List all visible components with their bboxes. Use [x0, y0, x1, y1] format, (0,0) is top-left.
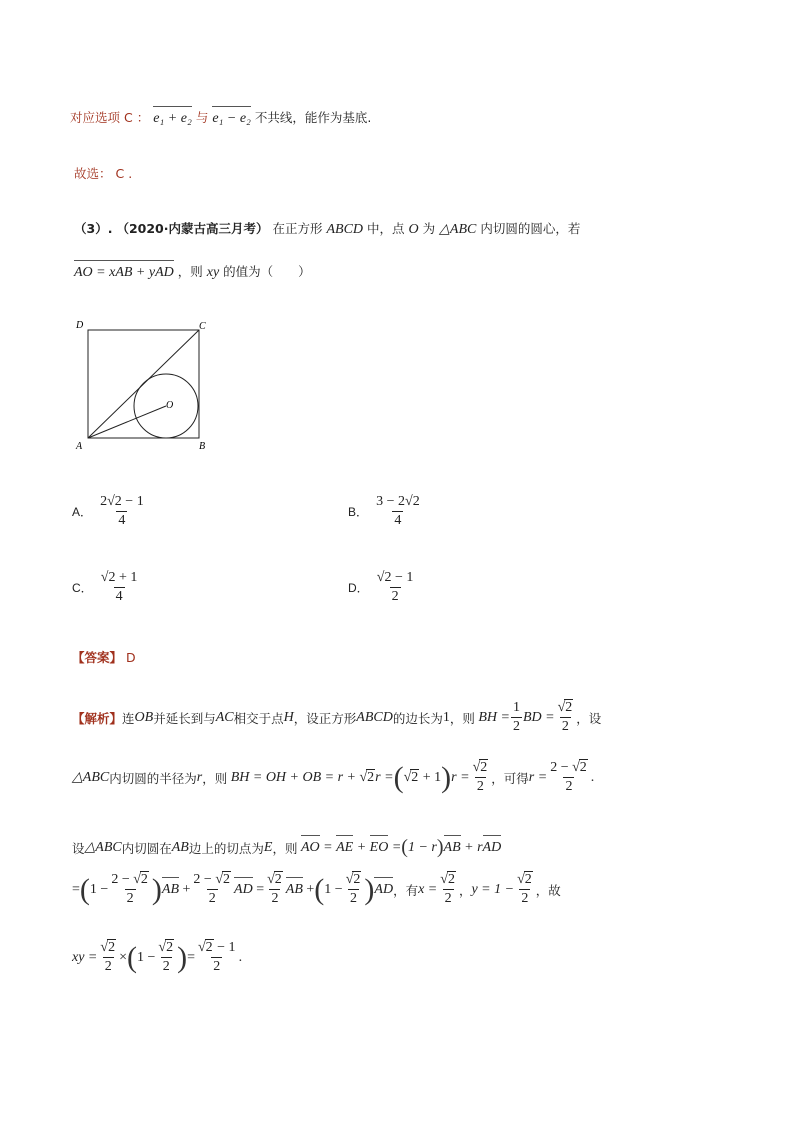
- vector-ab: AB: [285, 881, 303, 897]
- x-equals: x =: [418, 881, 438, 897]
- fraction-2-minus-sqrt2-over-2: $\frac{2 - √2}{2}$: [550, 760, 587, 794]
- option-c-label: C．: [72, 581, 93, 595]
- problem-number: （3）.: [74, 221, 113, 236]
- paren-open: (: [314, 872, 325, 906]
- option-d: [348, 570, 416, 605]
- label-d: D: [76, 320, 84, 331]
- one-minus-r: 1 − r: [407, 839, 437, 855]
- option-b-numerator: 3 − 2√2: [376, 494, 420, 509]
- paren-close: ): [441, 760, 452, 794]
- fraction-2-minus-sqrt2-over-2: $\frac{2 - √2}{2}$: [111, 872, 148, 906]
- sqrt2-plus-1: √2 + 1: [403, 769, 442, 785]
- analysis-line-3: [72, 836, 501, 859]
- radius-r: r: [196, 769, 203, 785]
- fraction-sqrt2-over-2: $\frac{√2}{2}$: [267, 872, 282, 906]
- fraction-sqrt2-over-2: $\frac{√2}{2}$: [440, 872, 455, 906]
- segment-ob: OB: [134, 709, 154, 725]
- option-a: [72, 494, 147, 529]
- triangle-abc: △ABC: [84, 840, 122, 855]
- vector-ab: AB: [161, 881, 180, 897]
- analysis-text: 并延长到与: [153, 710, 216, 726]
- analysis-text: ，则: [449, 710, 475, 726]
- equals: =: [187, 949, 195, 965]
- option-c-numerator: √2 + 1: [100, 570, 138, 585]
- conclusion-end: .: [128, 166, 133, 181]
- answer-value: D: [126, 650, 136, 665]
- analysis-text: 内切圆的半径为: [109, 770, 197, 786]
- vector-expression-sum: e₁ + e₂: [153, 111, 192, 126]
- analysis-line-2: [72, 760, 594, 795]
- vector-equation: AO = xAB + yAD: [74, 265, 174, 280]
- fraction-sqrt2-over-2: $\frac{√2}{2}$: [557, 700, 573, 734]
- paren-close: ): [436, 836, 444, 858]
- conjunction: 与: [195, 110, 209, 125]
- option-c-denominator: 4: [115, 589, 123, 604]
- plus: +: [302, 881, 315, 897]
- problem-text-f: 的值为（ ）: [223, 264, 311, 279]
- segment-ab: AB: [171, 839, 189, 855]
- option-a-label: A．: [72, 505, 93, 519]
- point-h: H: [283, 709, 294, 725]
- vector-expression-diff: e₁ − e₂: [212, 111, 251, 126]
- paren-open: (: [393, 760, 404, 794]
- problem-text-c: 为: [422, 221, 436, 236]
- analysis-text: ，: [458, 882, 472, 898]
- side-length: 1: [442, 709, 450, 725]
- analysis-text: 相交于点: [233, 710, 284, 726]
- paren-open: (: [79, 872, 90, 906]
- option-d-numerator: √2 − 1: [376, 570, 414, 585]
- one-minus: 1 −: [136, 949, 156, 965]
- label-b: B: [199, 441, 206, 452]
- triangle-name: △ABC: [439, 222, 477, 237]
- one-minus: 1 −: [324, 881, 343, 897]
- analysis-text: 的边长为: [392, 710, 443, 726]
- segment-ao: [88, 406, 166, 438]
- problem-line-2: [74, 262, 311, 281]
- xy-product: xy: [206, 265, 220, 280]
- square-abcd-text: ABCD: [356, 709, 393, 725]
- option-c-basis-line: [70, 108, 371, 127]
- vector-decomposition: AO = AE + EO =: [300, 839, 402, 855]
- vector-ab-ad: AB + rAD: [443, 839, 502, 855]
- analysis-text: 连: [122, 710, 135, 726]
- analysis-tag: 【解析】: [72, 710, 123, 726]
- analysis-text: ，可得: [491, 770, 529, 786]
- analysis-text: ，有: [393, 882, 419, 898]
- problem-text-a: 在正方形: [272, 221, 323, 236]
- answer-line: [72, 648, 136, 666]
- analysis-line-1: [72, 700, 601, 735]
- option-a-numerator: 2√2 − 1: [100, 494, 144, 509]
- point-e: E: [263, 839, 273, 855]
- diagonal-ac: [88, 330, 199, 438]
- analysis-text: ，则: [272, 840, 298, 856]
- problem-text-d: 内切圆的圆心，若: [480, 221, 581, 236]
- option-c: [72, 570, 140, 605]
- fraction-sqrt2-over-2: $\frac{√2}{2}$: [158, 940, 174, 974]
- paren-close: ): [364, 872, 375, 906]
- segment-ac: AC: [215, 709, 234, 725]
- problem-line-1: [74, 219, 580, 238]
- answer-tag: 【答案】: [72, 650, 123, 665]
- problem-source: （2020·内蒙古高三月考）: [116, 221, 269, 236]
- option-b-label: B．: [348, 505, 369, 519]
- option-d-label: D．: [348, 581, 369, 595]
- fraction-sqrt2-over-2: $\frac{√2}{2}$: [345, 872, 361, 906]
- option-b: [348, 494, 423, 529]
- analysis-line-5: [72, 940, 242, 975]
- problem-text-b: 中，点: [367, 221, 405, 236]
- square-name: ABCD: [326, 222, 364, 237]
- fraction-2-minus-sqrt2-over-2: $\frac{2 - √2}{2}$: [193, 872, 231, 906]
- period: .: [238, 949, 243, 965]
- point-name: O: [408, 222, 419, 237]
- analysis-text: ，设: [576, 710, 602, 726]
- fraction-sqrt2-over-2: $\frac{√2}{2}$: [517, 872, 532, 906]
- option-a-denominator: 4: [118, 513, 126, 528]
- fraction-half: $\frac{1}{2}$: [512, 700, 520, 734]
- one-minus: 1 −: [89, 881, 109, 897]
- r-equals: r =: [451, 769, 470, 785]
- triangle-abc: △ABC: [72, 770, 110, 785]
- fraction-sqrt2-minus-1-over-2: $\frac{√2 - 1}{2}$: [197, 940, 236, 974]
- paren-open: (: [401, 836, 408, 858]
- problem-text-e: ，则: [177, 264, 203, 279]
- bh-formula: BH =: [474, 709, 510, 725]
- label-c: C: [199, 321, 206, 332]
- square-incircle-figure: [70, 318, 220, 458]
- conclusion-option: C: [115, 166, 125, 181]
- period: .: [590, 769, 595, 785]
- fraction-sqrt2-over-2: $\frac{√2}{2}$: [472, 760, 488, 794]
- r-result: r =: [528, 769, 548, 785]
- conclusion-line: [74, 164, 132, 182]
- suffix-text: 不共线，能作为基底.: [254, 110, 372, 125]
- label-a: A: [76, 441, 83, 452]
- analysis-text: ，设正方形: [293, 710, 357, 726]
- paren-close: ): [151, 872, 162, 906]
- vector-ad: AD: [374, 881, 394, 897]
- analysis-text: 设: [72, 840, 85, 856]
- conclusion-text: 故选：: [74, 166, 112, 181]
- analysis-line-4: [72, 872, 561, 907]
- bd-term: BD =: [522, 709, 555, 725]
- analysis-text: ，故: [535, 882, 561, 898]
- plus: +: [179, 881, 191, 897]
- paren-open: (: [126, 940, 137, 974]
- option-b-denominator: 4: [394, 513, 402, 528]
- y-equals: y = 1 −: [471, 881, 515, 897]
- option-d-denominator: 2: [391, 589, 399, 604]
- option-letter: C: [124, 110, 133, 125]
- prefix-text: 对应选项: [70, 110, 121, 125]
- paren-close: ): [177, 940, 188, 974]
- colon: ：: [136, 110, 150, 125]
- xy-equals: xy =: [72, 949, 98, 965]
- equals: =: [72, 881, 80, 897]
- fraction-sqrt2-over-2: $\frac{√2}{2}$: [100, 940, 116, 974]
- vector-ad: AD: [234, 881, 253, 897]
- bh-equation: BH = OH + OB = r + √2r =: [227, 769, 394, 785]
- analysis-text: 边上的切点为: [188, 840, 264, 856]
- analysis-text: ，则: [202, 770, 228, 786]
- analysis-text: 内切圆在: [121, 840, 172, 856]
- times: ×: [119, 949, 127, 965]
- label-o: O: [166, 400, 174, 411]
- equals: =: [252, 881, 265, 897]
